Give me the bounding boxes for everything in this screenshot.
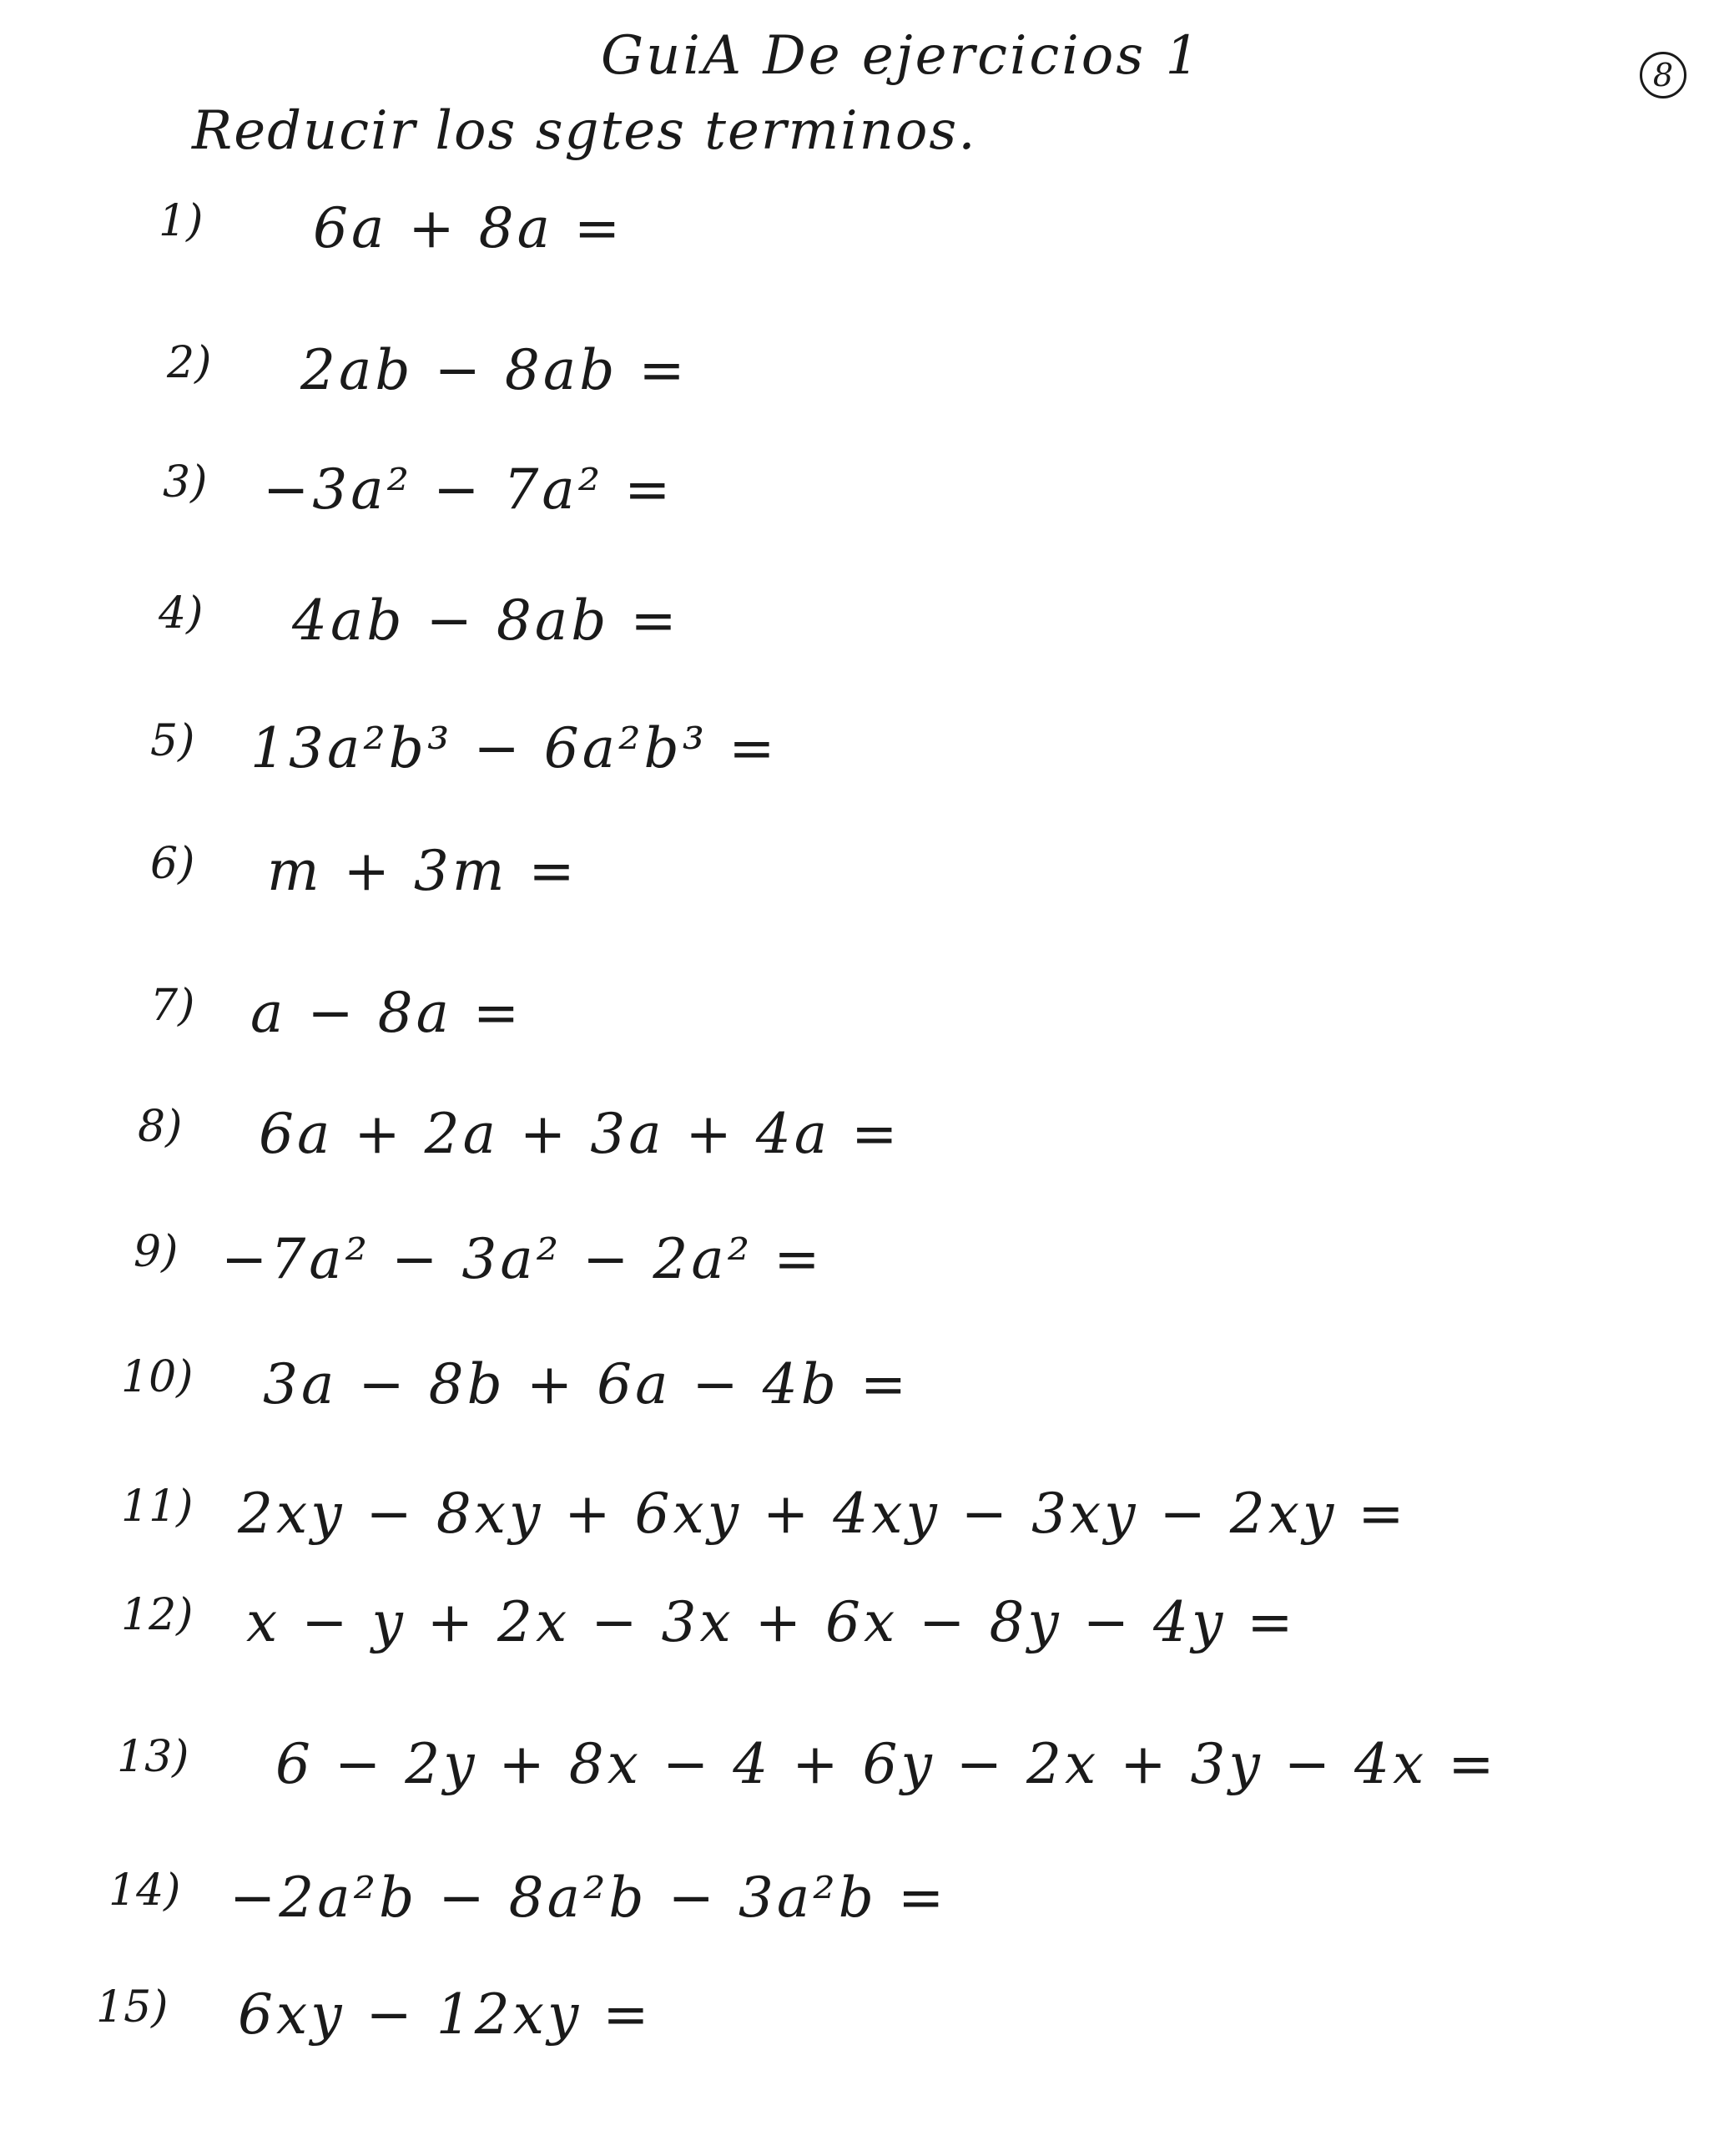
exercise-expression: −7a² − 3a² − 2a² = bbox=[221, 1227, 824, 1291]
exercise-number: 2) bbox=[167, 338, 212, 388]
exercise-expression: a − 8a = bbox=[250, 981, 523, 1045]
exercise-number: 14) bbox=[108, 1866, 181, 1916]
exercise-number: 13) bbox=[117, 1732, 189, 1782]
exercise-number: 8) bbox=[138, 1102, 183, 1152]
exercise-expression: 2ab − 8ab = bbox=[300, 338, 688, 402]
exercise-number: 15) bbox=[96, 1982, 169, 2032]
exercise-number: 11) bbox=[121, 1482, 194, 1532]
exercise-number: 6) bbox=[150, 839, 195, 889]
page-number-badge: 8 bbox=[1640, 52, 1686, 98]
exercise-number: 10) bbox=[121, 1352, 194, 1402]
exercise-expression: 4ab − 8ab = bbox=[292, 588, 680, 653]
worksheet-instruction: Reducir los sgtes terminos. bbox=[192, 100, 977, 162]
exercise-number: 4) bbox=[159, 588, 204, 639]
exercise-expression: 2xy − 8xy + 6xy + 4xy − 3xy − 2xy = bbox=[238, 1482, 1408, 1546]
exercise-number: 7) bbox=[150, 981, 195, 1031]
exercise-expression: m + 3m = bbox=[267, 839, 578, 903]
exercise-expression: 6a + 8a = bbox=[313, 196, 624, 260]
exercise-expression: 6 − 2y + 8x − 4 + 6y − 2x + 3y − 4x = bbox=[275, 1732, 1498, 1796]
exercise-expression: 6xy − 12xy = bbox=[238, 1982, 653, 2047]
exercise-expression: 13a²b³ − 6a²b³ = bbox=[250, 716, 779, 780]
exercise-expression: −2a²b − 8a²b − 3a²b = bbox=[229, 1866, 948, 1930]
exercise-expression: x − y + 2x − 3x + 6x − 8y − 4y = bbox=[246, 1590, 1297, 1654]
exercise-number: 12) bbox=[121, 1590, 194, 1640]
exercise-expression: −3a² − 7a² = bbox=[263, 457, 674, 522]
exercise-number: 9) bbox=[134, 1227, 179, 1277]
worksheet-title: GuiA De ejercicios 1 bbox=[601, 25, 1202, 87]
exercise-number: 3) bbox=[163, 457, 208, 507]
exercise-expression: 6a + 2a + 3a + 4a = bbox=[259, 1102, 901, 1166]
exercise-number: 1) bbox=[159, 196, 204, 246]
exercise-number: 5) bbox=[150, 716, 195, 766]
exercise-expression: 3a − 8b + 6a − 4b = bbox=[263, 1352, 910, 1416]
